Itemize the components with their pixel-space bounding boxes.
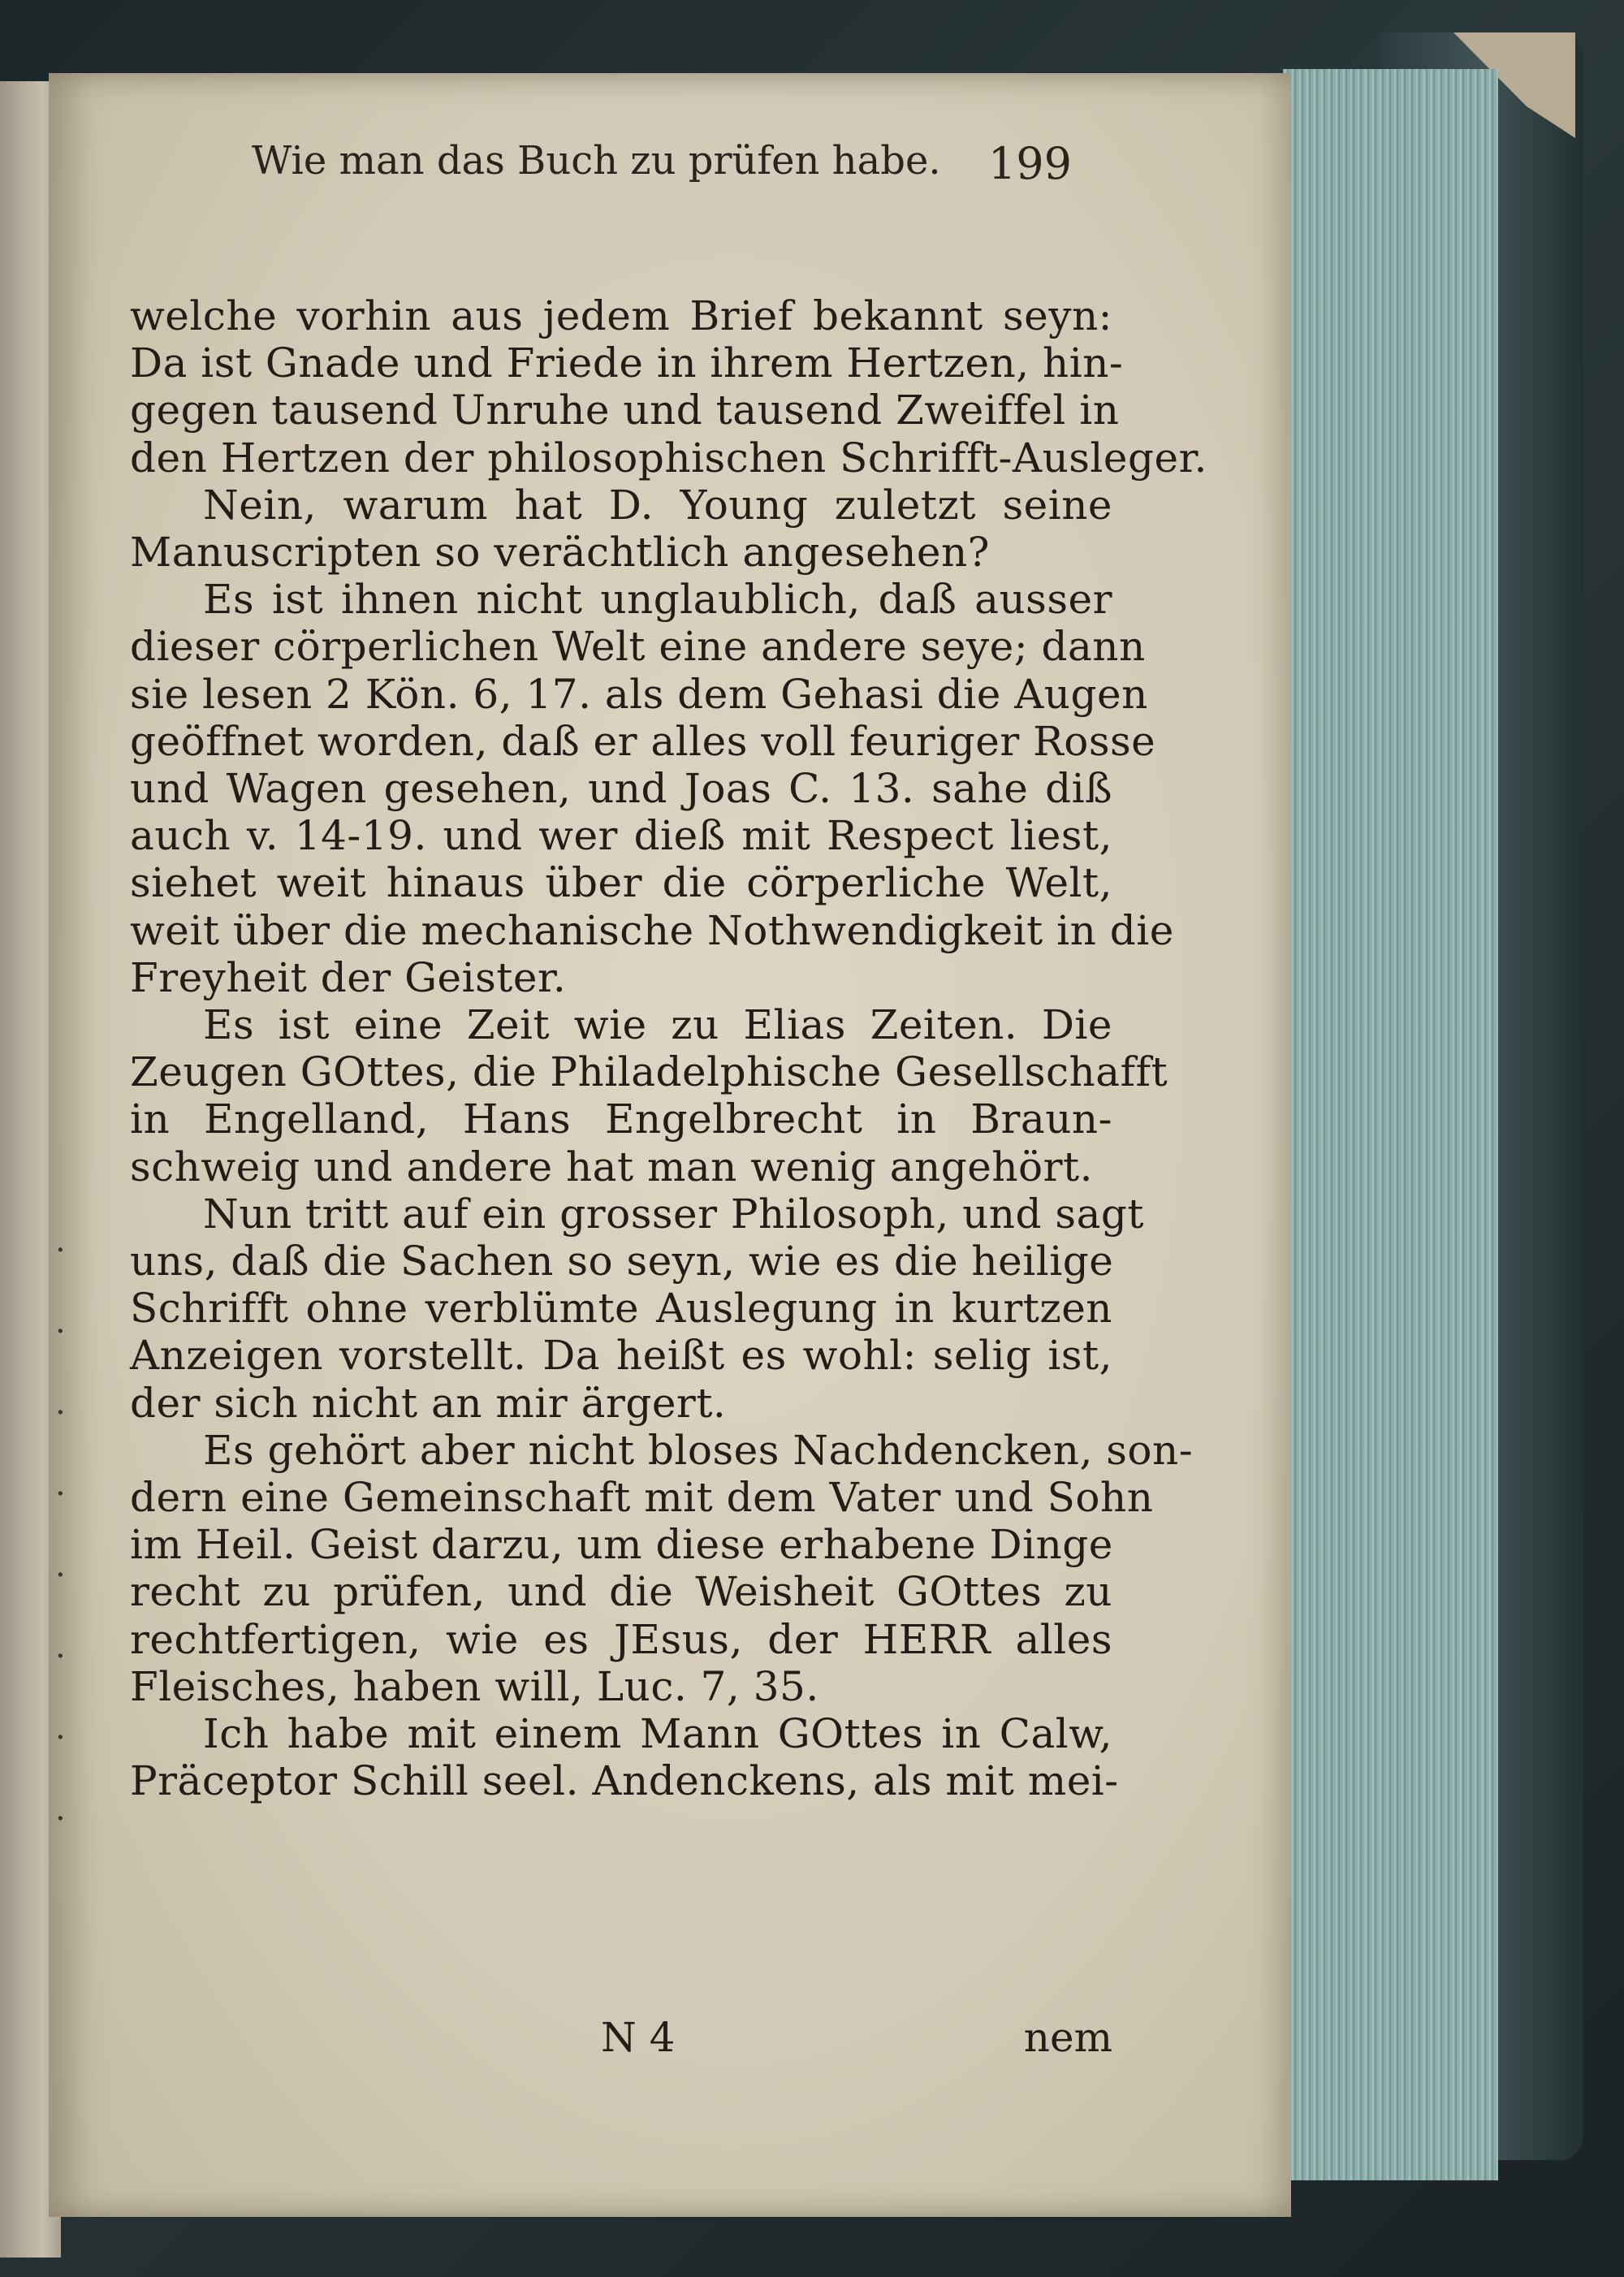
text-line: dern eine Gemeinschaft mit dem Vater und Sohn xyxy=(130,1474,1154,1522)
text-line: Anzeigen vorstellt. Da heißt es wohl: selig ist, xyxy=(130,1332,1112,1380)
text-line: recht zu prüfen, und die Weisheit GOttes zu xyxy=(130,1568,1112,1616)
text-line: Nun tritt auf ein grosser Philosoph, und sagt xyxy=(203,1190,1144,1238)
catchword: nem xyxy=(1023,2014,1112,2061)
text-line: schweig und andere hat man wenig angehört. xyxy=(130,1143,1094,1190)
body-text xyxy=(130,292,1207,1805)
text-line: Es ist eine Zeit wie zu Elias Zeiten. Die xyxy=(203,1001,1112,1049)
text-line: Manuscripten so verächtlich angesehen? xyxy=(130,529,990,577)
text-line: weit über die mechanische Nothwendigkeit in die xyxy=(130,906,1174,954)
text-line: in Engelland, Hans Engelbrecht in Braun- xyxy=(130,1095,1112,1143)
text-line: dieser cörperlichen Welt eine andere seye; dann xyxy=(130,623,1146,671)
text-line: Fleisches, haben will, Luc. 7, 35. xyxy=(130,1662,819,1710)
text-line: im Heil. Geist darzu, um diese erhabene Dinge xyxy=(130,1521,1113,1569)
text-line: Präceptor Schill seel. Andenckens, als mit mei- xyxy=(130,1757,1119,1805)
text-line: Es ist ihnen nicht unglaublich, daß ausser xyxy=(203,576,1112,624)
text-line: auch v. 14-19. und wer dieß mit Respect liest, xyxy=(130,812,1112,860)
text-line: den Hertzen der philosophischen Schrifft-Ausleger. xyxy=(130,434,1207,482)
text-line: Ich habe mit einem Mann GOttes in Calw, xyxy=(203,1710,1112,1758)
text-line: Da ist Gnade und Friede in ihrem Hertzen, hin- xyxy=(130,339,1124,387)
text-line: Freyheit der Geister. xyxy=(130,953,567,1001)
page-edges xyxy=(1283,69,1498,2180)
page-header xyxy=(195,130,1072,195)
text-line: Schrifft ohne verblümte Auslegung in kurtzen xyxy=(130,1285,1112,1333)
left-page-bleed-marks: · · · · · · · · xyxy=(55,1232,66,1838)
text-line: Zeugen GOttes, die Philadelphische Gesellschafft xyxy=(130,1048,1168,1096)
text-line: sie lesen 2 Kön. 6, 17. als dem Gehasi die Augen xyxy=(130,670,1148,718)
text-line: der sich nicht an mir ärgert. xyxy=(130,1379,727,1427)
text-line: Es gehört aber nicht bloses Nachdencken, son- xyxy=(203,1426,1194,1474)
text-line: geöffnet worden, daß er alles voll feuriger Rosse xyxy=(130,717,1156,765)
text-line: uns, daß die Sachen so seyn, wie es die heilige xyxy=(130,1238,1114,1285)
running-head: Wie man das Buch zu prüfen habe. xyxy=(252,138,941,184)
text-line: gegen tausend Unruhe und tausend Zweiffel in xyxy=(130,387,1120,434)
text-line: rechtfertigen, wie es JEsus, der HERR alles xyxy=(130,1615,1112,1663)
text-line: siehet weit hinaus über die cörperliche Welt, xyxy=(130,859,1112,907)
text-line: Nein, warum hat D. Young zuletzt seine xyxy=(203,481,1112,529)
page-number: 199 xyxy=(987,138,1072,189)
text-line: welche vorhin aus jedem Brief bekannt seyn: xyxy=(130,292,1112,339)
signature-mark: N 4 xyxy=(601,2014,676,2061)
text-line: und Wagen gesehen, und Joas C. 13. sahe diß xyxy=(130,765,1112,813)
page-footer xyxy=(130,2014,1112,2071)
